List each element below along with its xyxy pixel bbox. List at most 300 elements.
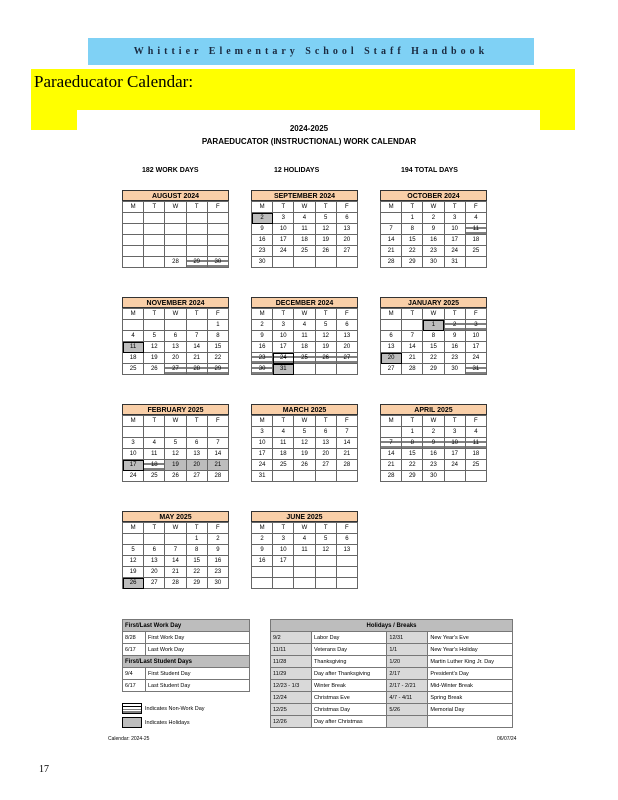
day-cell: 2 — [252, 534, 273, 545]
weekday-label: T — [402, 416, 423, 427]
weekday-label: T — [186, 309, 207, 320]
day-cell — [273, 578, 294, 589]
day-cell: 3 — [465, 320, 486, 331]
day-cell: 17 — [273, 342, 294, 353]
day-cell: 9 — [423, 224, 444, 235]
legend-non-work — [122, 703, 250, 714]
day-cell — [336, 556, 357, 567]
day-cell: 16 — [252, 342, 273, 353]
day-cell: 4 — [294, 534, 315, 545]
day-cell: 30 — [252, 257, 273, 268]
day-cell: 12 — [165, 449, 186, 460]
day-cell — [252, 567, 273, 578]
day-cell — [144, 320, 165, 331]
holiday-date: 9/2 — [271, 632, 312, 644]
month-9 — [122, 511, 229, 589]
day-cell: 13 — [381, 342, 402, 353]
day-cell: 26 — [294, 460, 315, 471]
weekday-label: F — [465, 416, 486, 427]
day-cell: 11 — [294, 545, 315, 556]
day-cell — [273, 567, 294, 578]
day-cell: 27 — [186, 471, 207, 482]
day-cell: 7 — [336, 427, 357, 438]
day-cell: 15 — [402, 235, 423, 246]
weekday-label: F — [207, 416, 228, 427]
day-cell: 14 — [381, 449, 402, 460]
day-cell: 14 — [402, 342, 423, 353]
day-cell: 7 — [381, 224, 402, 235]
day-cell: 4 — [465, 213, 486, 224]
day-cell — [165, 224, 186, 235]
day-cell — [186, 320, 207, 331]
day-cell — [144, 427, 165, 438]
holiday-date: 11/28 — [271, 656, 312, 668]
day-cell: 9 — [252, 545, 273, 556]
day-cell — [165, 320, 186, 331]
day-cell: 18 — [465, 235, 486, 246]
day-cell: 12 — [294, 438, 315, 449]
day-cell: 16 — [444, 342, 465, 353]
weekday-label: T — [315, 309, 336, 320]
day-cell: 25 — [123, 364, 144, 375]
holiday-name — [428, 716, 513, 728]
day-cell — [123, 235, 144, 246]
day-cell: 15 — [423, 342, 444, 353]
weekday-label: T — [402, 202, 423, 213]
weekday-label: M — [252, 202, 273, 213]
day-cell: 4 — [294, 320, 315, 331]
holiday-name: Martin Luther King Jr. Day — [428, 656, 513, 668]
holidays-title: Holidays / Breaks — [271, 620, 513, 632]
day-cell: 3 — [273, 320, 294, 331]
day-cell: 25 — [144, 471, 165, 482]
day-cell — [336, 567, 357, 578]
day-cell: 24 — [465, 353, 486, 364]
day-cell: 2 — [444, 320, 465, 331]
day-cell — [207, 224, 228, 235]
month-5 — [380, 297, 487, 375]
day-cell: 2 — [252, 320, 273, 331]
day-cell — [186, 213, 207, 224]
day-cell — [465, 257, 486, 268]
day-cell: 24 — [123, 471, 144, 482]
day-cell: 4 — [294, 213, 315, 224]
calendar-title: PARAEDUCATOR (INSTRUCTIONAL) WORK CALENDAR — [201, 137, 417, 146]
holiday-date: 12/25 — [271, 704, 312, 716]
day-cell: 8 — [423, 331, 444, 342]
day-cell: 20 — [381, 353, 402, 364]
calendar-year: 2024-2025 — [289, 124, 329, 133]
day-cell — [273, 471, 294, 482]
day-cell — [444, 471, 465, 482]
day-cell: 9 — [252, 331, 273, 342]
banner-text: Whittier Elementary School Staff Handbook — [133, 46, 489, 57]
holiday-name: New Year's Eve — [428, 632, 513, 644]
day-cell: 17 — [123, 460, 144, 471]
weekday-label: W — [423, 416, 444, 427]
day-cell: 30 — [207, 257, 228, 268]
weekday-label: M — [252, 416, 273, 427]
weekday-label: T — [186, 202, 207, 213]
holiday-name: Christmas Day — [312, 704, 387, 716]
day-cell: 29 — [207, 364, 228, 375]
day-cell — [273, 257, 294, 268]
month-10 — [251, 511, 358, 589]
day-cell: 4 — [123, 331, 144, 342]
day-cell: 14 — [165, 556, 186, 567]
day-cell — [315, 567, 336, 578]
day-cell: 21 — [381, 460, 402, 471]
day-cell — [165, 213, 186, 224]
weekday-label: W — [165, 523, 186, 534]
day-cell: 22 — [402, 246, 423, 257]
day-cell: 6 — [165, 331, 186, 342]
weekday-label: T — [273, 309, 294, 320]
holiday-date: 11/11 — [271, 644, 312, 656]
day-cell: 12 — [315, 224, 336, 235]
month-name: NOVEMBER 2024 — [122, 297, 229, 308]
weekday-label: F — [336, 416, 357, 427]
day-cell: 17 — [465, 342, 486, 353]
day-cell: 29 — [402, 257, 423, 268]
month-name: OCTOBER 2024 — [380, 190, 487, 201]
weekday-label: T — [273, 523, 294, 534]
weekday-label: F — [207, 309, 228, 320]
holiday-date — [387, 716, 428, 728]
holidays-summary: 12 HOLIDAYS — [274, 167, 320, 174]
day-cell — [381, 213, 402, 224]
weekday-label: F — [207, 202, 228, 213]
day-cell: 18 — [123, 353, 144, 364]
day-cell: 16 — [423, 449, 444, 460]
holiday-name: Thanksgiving — [312, 656, 387, 668]
day-cell: 11 — [465, 224, 486, 235]
weekday-label: F — [465, 309, 486, 320]
holiday-name: Mid-Winter Break — [428, 680, 513, 692]
day-cell: 19 — [294, 449, 315, 460]
day-cell — [186, 224, 207, 235]
weekday-label: M — [381, 416, 402, 427]
day-cell — [123, 427, 144, 438]
weekday-label: T — [144, 416, 165, 427]
day-cell: 22 — [186, 567, 207, 578]
day-cell: 10 — [123, 449, 144, 460]
day-cell: 27 — [336, 246, 357, 257]
last-student-label: Last Student Day — [146, 680, 250, 692]
day-cell: 4 — [465, 427, 486, 438]
day-cell: 20 — [165, 353, 186, 364]
weekday-label: F — [336, 523, 357, 534]
weekday-label: T — [144, 309, 165, 320]
day-cell: 24 — [444, 460, 465, 471]
day-cell: 17 — [444, 449, 465, 460]
legend-left — [122, 619, 250, 728]
day-cell — [381, 427, 402, 438]
day-cell: 1 — [402, 213, 423, 224]
day-cell: 29 — [186, 257, 207, 268]
month-1 — [251, 190, 358, 268]
day-cell: 30 — [207, 578, 228, 589]
weekday-label: W — [294, 416, 315, 427]
day-cell: 21 — [186, 353, 207, 364]
day-cell — [294, 471, 315, 482]
day-cell: 26 — [123, 578, 144, 589]
weekday-label: W — [294, 309, 315, 320]
day-cell: 23 — [423, 246, 444, 257]
day-cell: 3 — [123, 438, 144, 449]
holiday-date: 2/17 - 2/21 — [387, 680, 428, 692]
day-cell: 4 — [273, 427, 294, 438]
day-cell: 21 — [402, 353, 423, 364]
weekday-label: T — [273, 202, 294, 213]
section-title: Paraeducator Calendar: — [34, 72, 194, 91]
day-cell: 5 — [315, 213, 336, 224]
day-cell: 27 — [165, 364, 186, 375]
month-name: MARCH 2025 — [251, 404, 358, 415]
day-cell — [336, 578, 357, 589]
holiday-name: Veterans Day — [312, 644, 387, 656]
day-cell — [465, 471, 486, 482]
holiday-name: Spring Break — [428, 692, 513, 704]
first-work-label: First Work Day — [146, 632, 250, 644]
day-cell: 13 — [315, 438, 336, 449]
day-cell — [144, 235, 165, 246]
weekday-label: W — [423, 309, 444, 320]
day-cell — [294, 364, 315, 375]
day-cell: 17 — [444, 235, 465, 246]
day-cell: 7 — [165, 545, 186, 556]
day-cell — [165, 235, 186, 246]
day-cell: 21 — [336, 449, 357, 460]
day-cell — [336, 364, 357, 375]
day-cell: 3 — [444, 213, 465, 224]
day-cell: 7 — [186, 331, 207, 342]
day-cell: 22 — [402, 460, 423, 471]
day-cell: 15 — [207, 342, 228, 353]
month-7 — [251, 404, 358, 482]
holiday-date: 4/7 - 4/11 — [387, 692, 428, 704]
day-cell — [123, 257, 144, 268]
day-cell: 25 — [273, 460, 294, 471]
day-cell: 19 — [165, 460, 186, 471]
month-6 — [122, 404, 229, 482]
month-name: JANUARY 2025 — [380, 297, 487, 308]
holiday-name: New Year's Holiday — [428, 644, 513, 656]
day-cell: 27 — [336, 353, 357, 364]
holiday-date: 12/26 — [271, 716, 312, 728]
day-cell: 2 — [423, 427, 444, 438]
holiday-label: Indicates Holidays — [145, 719, 190, 726]
day-cell: 13 — [336, 331, 357, 342]
day-cell: 13 — [165, 342, 186, 353]
day-cell: 21 — [165, 567, 186, 578]
weekday-label: W — [165, 202, 186, 213]
month-2 — [380, 190, 487, 268]
day-cell: 25 — [294, 246, 315, 257]
day-cell: 19 — [315, 342, 336, 353]
day-cell: 19 — [144, 353, 165, 364]
day-cell — [165, 534, 186, 545]
weekday-label: T — [186, 416, 207, 427]
day-cell: 29 — [402, 471, 423, 482]
weekday-label: W — [294, 202, 315, 213]
day-cell: 20 — [144, 567, 165, 578]
last-work-label: Last Work Day — [146, 644, 250, 656]
first-last-work-title: First/Last Work Day — [123, 620, 250, 632]
day-cell: 2 — [252, 213, 273, 224]
weekday-label: T — [444, 309, 465, 320]
day-cell: 23 — [252, 246, 273, 257]
day-cell: 12 — [123, 556, 144, 567]
day-cell — [165, 427, 186, 438]
day-cell: 6 — [336, 213, 357, 224]
day-cell: 3 — [273, 213, 294, 224]
day-cell: 16 — [423, 235, 444, 246]
day-cell — [336, 471, 357, 482]
holiday-name: Day after Christmas — [312, 716, 387, 728]
day-cell: 20 — [336, 235, 357, 246]
weekday-label: F — [465, 202, 486, 213]
weekday-label: F — [336, 202, 357, 213]
day-cell — [294, 556, 315, 567]
page-number: 17 — [39, 764, 49, 775]
day-cell: 12 — [315, 331, 336, 342]
day-cell: 8 — [207, 331, 228, 342]
day-cell: 6 — [144, 545, 165, 556]
day-cell: 21 — [207, 460, 228, 471]
day-cell: 22 — [207, 353, 228, 364]
day-cell: 31 — [273, 364, 294, 375]
day-cell — [165, 246, 186, 257]
day-cell: 18 — [465, 449, 486, 460]
weekday-label: M — [123, 202, 144, 213]
first-student-date: 9/4 — [123, 668, 146, 680]
non-work-label: Indicates Non-Work Day — [145, 705, 205, 712]
month-name: MAY 2025 — [122, 511, 229, 522]
day-cell: 3 — [444, 427, 465, 438]
day-cell: 4 — [144, 438, 165, 449]
day-cell — [315, 556, 336, 567]
day-cell: 15 — [402, 449, 423, 460]
day-cell: 9 — [444, 331, 465, 342]
day-cell: 14 — [207, 449, 228, 460]
day-cell: 9 — [207, 545, 228, 556]
day-cell: 6 — [315, 427, 336, 438]
work-days-summary: 182 WORK DAYS — [142, 167, 199, 174]
weekday-label: M — [123, 523, 144, 534]
day-cell: 27 — [315, 460, 336, 471]
day-cell: 28 — [165, 578, 186, 589]
day-cell: 5 — [315, 534, 336, 545]
day-cell: 5 — [315, 320, 336, 331]
day-cell: 20 — [186, 460, 207, 471]
month-4 — [251, 297, 358, 375]
day-cell: 6 — [336, 534, 357, 545]
holiday-name: Winter Break — [312, 680, 387, 692]
day-cell — [402, 320, 423, 331]
legend-holidays — [122, 717, 250, 728]
day-cell — [144, 534, 165, 545]
holiday-date: 11/29 — [271, 668, 312, 680]
day-cell: 6 — [381, 331, 402, 342]
day-cell: 30 — [423, 471, 444, 482]
day-cell — [144, 213, 165, 224]
weekday-label: F — [336, 309, 357, 320]
non-work-swatch — [122, 703, 142, 714]
weekday-label: T — [315, 523, 336, 534]
day-cell: 13 — [336, 224, 357, 235]
day-cell: 5 — [123, 545, 144, 556]
day-cell: 13 — [336, 545, 357, 556]
holiday-name: Memorial Day — [428, 704, 513, 716]
weekday-label: T — [144, 523, 165, 534]
holiday-name: Day after Thanksgiving — [312, 668, 387, 680]
day-cell — [186, 246, 207, 257]
total-days-summary: 194 TOTAL DAYS — [401, 167, 458, 174]
day-cell: 5 — [165, 438, 186, 449]
day-cell: 8 — [186, 545, 207, 556]
weekday-label: T — [315, 202, 336, 213]
day-cell — [144, 246, 165, 257]
day-cell: 11 — [294, 331, 315, 342]
day-cell: 3 — [252, 427, 273, 438]
day-cell: 14 — [381, 235, 402, 246]
holidays-breaks — [270, 619, 513, 728]
day-cell: 26 — [315, 353, 336, 364]
month-name: JUNE 2025 — [251, 511, 358, 522]
day-cell: 27 — [144, 578, 165, 589]
month-name: SEPTEMBER 2024 — [251, 190, 358, 201]
day-cell: 26 — [144, 364, 165, 375]
day-cell: 11 — [123, 342, 144, 353]
day-cell: 17 — [273, 556, 294, 567]
day-cell: 29 — [186, 578, 207, 589]
month-name: AUGUST 2024 — [122, 190, 229, 201]
last-student-date: 6/17 — [123, 680, 146, 692]
day-cell: 31 — [444, 257, 465, 268]
day-cell — [381, 320, 402, 331]
footer-left: Calendar: 2024-25 — [108, 736, 150, 742]
day-cell — [252, 578, 273, 589]
day-cell: 24 — [444, 246, 465, 257]
weekday-label: F — [207, 523, 228, 534]
day-cell: 23 — [423, 460, 444, 471]
day-cell: 30 — [252, 364, 273, 375]
day-cell — [123, 213, 144, 224]
day-cell — [207, 235, 228, 246]
weekday-label: M — [123, 416, 144, 427]
day-cell: 7 — [381, 438, 402, 449]
day-cell: 28 — [381, 257, 402, 268]
weekday-label: T — [273, 416, 294, 427]
holiday-date: 1/1 — [387, 644, 428, 656]
day-cell: 2 — [423, 213, 444, 224]
weekday-label: M — [252, 523, 273, 534]
day-cell: 9 — [252, 224, 273, 235]
day-cell: 1 — [207, 320, 228, 331]
day-cell: 28 — [165, 257, 186, 268]
first-work-date: 8/28 — [123, 632, 146, 644]
weekday-label: M — [252, 309, 273, 320]
handbook-banner — [88, 38, 534, 65]
day-cell: 26 — [315, 246, 336, 257]
month-name: FEBRUARY 2025 — [122, 404, 229, 415]
day-cell: 16 — [252, 235, 273, 246]
day-cell: 27 — [381, 364, 402, 375]
day-cell: 16 — [207, 556, 228, 567]
weekday-label: M — [381, 309, 402, 320]
day-cell: 10 — [465, 331, 486, 342]
